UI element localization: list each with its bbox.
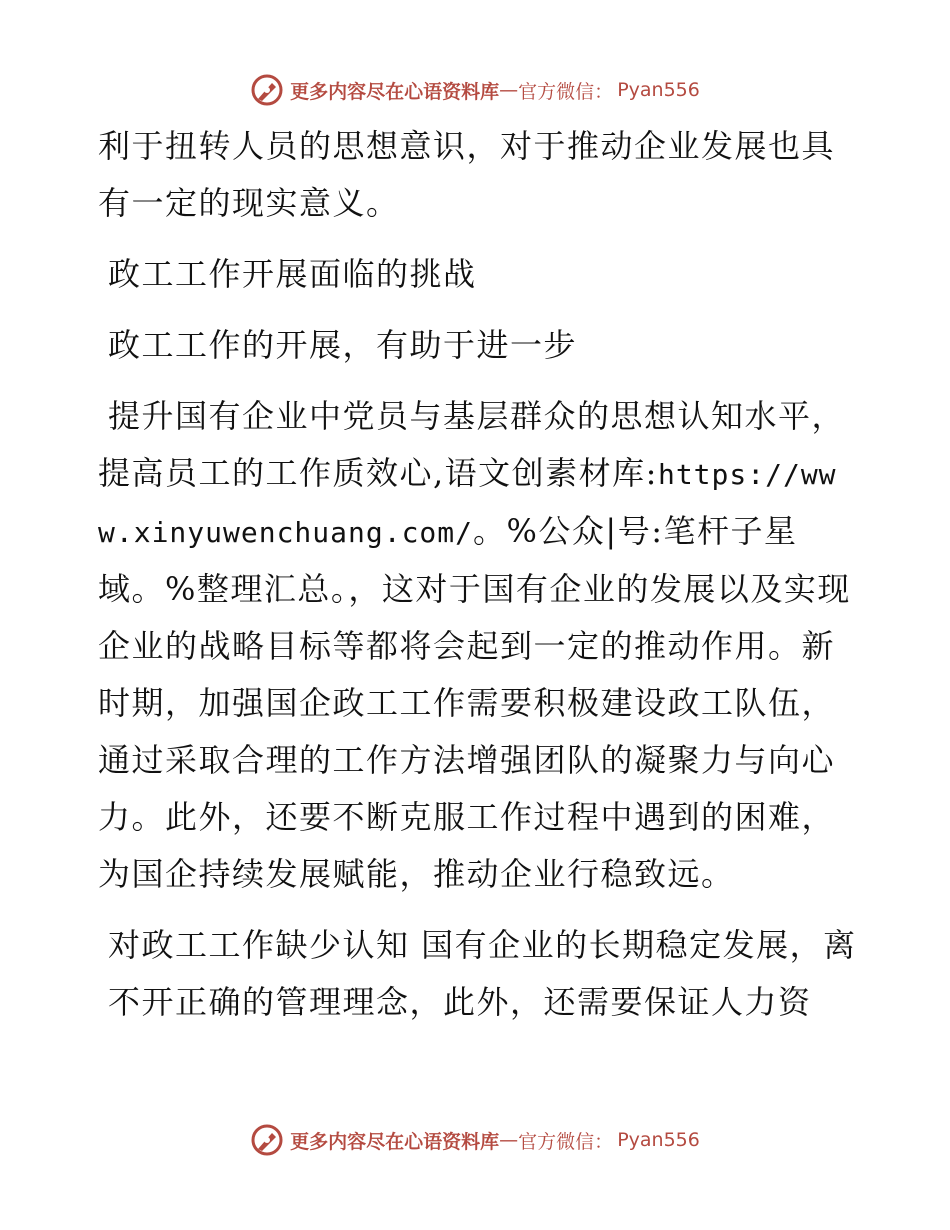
document-body bbox=[98, 118, 858, 1031]
pen-logo-icon bbox=[250, 73, 284, 107]
footer-site-name: 更多内容尽在心语资料库 bbox=[290, 1130, 500, 1153]
paragraph-1: 利于扭转人员的思想意识，对于推动企业发展也具有一定的现实意义。 bbox=[98, 127, 836, 222]
paragraph-3-text-b: 。%公众|号:笔杆子星域。%整理汇总。，这对于国有企业的发展以及实现企业的战略目标等都将会起到一定的推动作用。新时期，加强国企政工工作需要积极建设政工队伍，通过采取合理的工作方法增强团队的凝聚力与向心力。此外，还要不断克服工作过程中遇到的困难，为国企持续发展赋能，推动企业行稳致远。 bbox=[98, 512, 851, 893]
header-dash: — bbox=[499, 79, 519, 101]
pen-logo-icon bbox=[250, 1123, 284, 1157]
footer-wechat-label: 官方微信： bbox=[518, 1130, 614, 1153]
header-watermark bbox=[0, 70, 950, 110]
paragraph-3-text-a: 提升国有企业中党员与基层群众的思想认知水平，提高员工的工作质效心,语文创素材库: bbox=[98, 397, 846, 492]
source-url-link[interactable]: https://www.xinyuwenchuang.com/ bbox=[98, 458, 837, 549]
footer-dash: — bbox=[499, 1129, 519, 1151]
header-site-name: 更多内容尽在心语资料库 bbox=[290, 80, 500, 103]
section-heading: 政工工作开展面临的挑战 bbox=[108, 255, 477, 293]
header-wechat-label: 官方微信： bbox=[518, 80, 614, 103]
footer-watermark bbox=[0, 1120, 950, 1160]
paragraph-4: 对政工工作缺少认知 国有企业的长期稳定发展，离不开正确的管理理念，此外，还需要保证人力资 bbox=[108, 926, 857, 1021]
footer-wechat-id: Pyan556 bbox=[617, 1129, 700, 1151]
paragraph-3 bbox=[98, 388, 858, 903]
paragraph-2: 政工工作的开展，有助于进一步 bbox=[108, 326, 578, 364]
header-wechat-id: Pyan556 bbox=[617, 79, 700, 101]
